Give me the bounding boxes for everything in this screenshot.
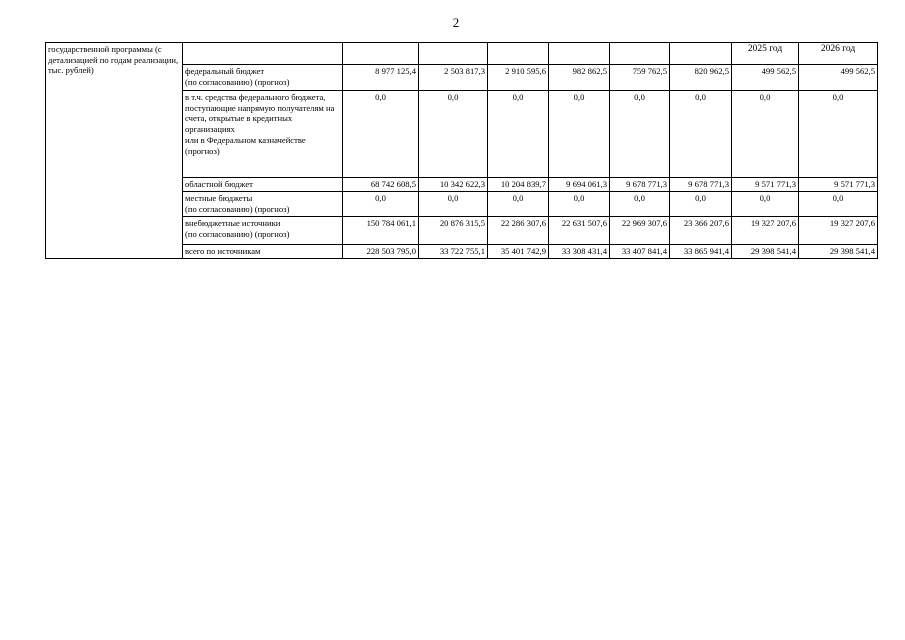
value-cell: 0,0 — [732, 192, 799, 217]
value-cell: 499 562,5 — [732, 65, 799, 91]
row-label: внебюджетные источники (по согласованию) (прогноз) — [183, 217, 343, 245]
year-header — [488, 43, 549, 65]
value-cell: 29 398 541,4 — [732, 245, 799, 259]
value-cell: 19 327 207,6 — [732, 217, 799, 245]
value-cell: 0,0 — [610, 91, 670, 178]
row-label: всего по источникам — [183, 245, 343, 259]
value-cell: 0,0 — [549, 91, 610, 178]
row-label: местные бюджеты (по согласованию) (прогноз) — [183, 192, 343, 217]
value-cell: 22 631 507,6 — [549, 217, 610, 245]
value-cell: 0,0 — [488, 91, 549, 178]
value-cell: 0,0 — [610, 192, 670, 217]
value-cell: 150 784 061,1 — [343, 217, 419, 245]
value-cell: 9 694 061,3 — [549, 178, 610, 192]
budget-table — [45, 42, 878, 259]
value-cell: 33 308 431,4 — [549, 245, 610, 259]
value-cell: 33 407 841,4 — [610, 245, 670, 259]
year-header — [419, 43, 488, 65]
value-cell: 19 327 207,6 — [799, 217, 878, 245]
value-cell: 33 865 941,4 — [670, 245, 732, 259]
value-cell: 9 571 771,3 — [732, 178, 799, 192]
value-cell: 0,0 — [419, 192, 488, 217]
value-cell: 0,0 — [799, 91, 878, 178]
value-cell: 9 678 771,3 — [670, 178, 732, 192]
row-label: областной бюджет — [183, 178, 343, 192]
year-header-2026: 2026 год — [799, 43, 878, 65]
value-cell: 0,0 — [670, 91, 732, 178]
year-header-2025: 2025 год — [732, 43, 799, 65]
value-cell: 35 401 742,9 — [488, 245, 549, 259]
value-cell: 10 204 839,7 — [488, 178, 549, 192]
year-header — [549, 43, 610, 65]
value-cell: 0,0 — [488, 192, 549, 217]
header-label-cell — [183, 43, 343, 65]
value-cell: 759 762,5 — [610, 65, 670, 91]
program-funding-header: государственной программы (с детализацией по годам реализации, тыс. рублей) — [46, 43, 183, 259]
value-cell: 0,0 — [343, 192, 419, 217]
value-cell: 228 503 795,0 — [343, 245, 419, 259]
value-cell: 8 977 125,4 — [343, 65, 419, 91]
value-cell: 68 742 608,5 — [343, 178, 419, 192]
value-cell: 0,0 — [343, 91, 419, 178]
value-cell: 0,0 — [799, 192, 878, 217]
value-cell: 33 722 755,1 — [419, 245, 488, 259]
value-cell: 2 910 595,6 — [488, 65, 549, 91]
page-number: 2 — [452, 15, 460, 30]
value-cell: 0,0 — [670, 192, 732, 217]
value-cell: 0,0 — [419, 91, 488, 178]
year-header — [610, 43, 670, 65]
value-cell: 29 398 541,4 — [799, 245, 878, 259]
value-cell: 499 562,5 — [799, 65, 878, 91]
value-cell: 9 571 771,3 — [799, 178, 878, 192]
value-cell: 0,0 — [732, 91, 799, 178]
value-cell: 820 962,5 — [670, 65, 732, 91]
row-label: федеральный бюджет (по согласованию) (прогноз) — [183, 65, 343, 91]
table-header-row — [46, 43, 878, 65]
value-cell: 982 862,5 — [549, 65, 610, 91]
value-cell: 0,0 — [549, 192, 610, 217]
value-cell: 22 286 307,6 — [488, 217, 549, 245]
value-cell: 9 678 771,3 — [610, 178, 670, 192]
value-cell: 23 366 207,6 — [670, 217, 732, 245]
value-cell: 10 342 622,3 — [419, 178, 488, 192]
year-header — [670, 43, 732, 65]
year-header — [343, 43, 419, 65]
row-label: в т.ч. средства федерального бюджета, поступающие напрямую получателям на счета, открытые в кредитных организациях или в Федеральном казначействе (прогноз) — [183, 91, 343, 178]
value-cell: 2 503 817,3 — [419, 65, 488, 91]
value-cell: 22 969 307,6 — [610, 217, 670, 245]
value-cell: 20 876 315,5 — [419, 217, 488, 245]
